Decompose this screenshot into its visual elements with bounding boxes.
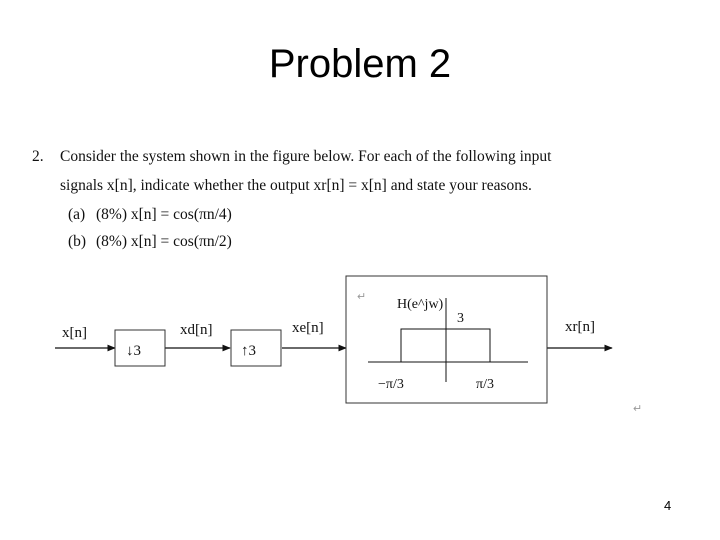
problem-line-1: Consider the system shown in the figure below. For each of the following input bbox=[60, 148, 552, 165]
expanded-signal-label: xe[n] bbox=[292, 320, 324, 336]
output-signal-label: xr[n] bbox=[565, 319, 595, 335]
part-b-label: (b) bbox=[68, 233, 87, 250]
filter-response-label: H(e^jw) bbox=[397, 297, 444, 312]
page-number: 4 bbox=[664, 498, 672, 513]
input-signal-label: x[n] bbox=[62, 325, 87, 341]
problem-number: 2. bbox=[32, 148, 44, 165]
upsampler-block bbox=[231, 330, 281, 366]
upsampler-label: ↑3 bbox=[241, 343, 256, 359]
filter-gain-label: 3 bbox=[457, 311, 464, 326]
part-a-label: (a) bbox=[68, 206, 86, 223]
return-mark: ↵ bbox=[633, 403, 643, 415]
return-mark: ↵ bbox=[357, 291, 367, 303]
part-b-text: (8%) x[n] = cos(πn/2) bbox=[96, 233, 232, 250]
slide-title: Problem 2 bbox=[268, 42, 452, 86]
cutoff-negative-label: −π/3 bbox=[378, 377, 404, 392]
downsampler-label: ↓3 bbox=[126, 343, 141, 359]
downsampled-signal-label: xd[n] bbox=[180, 322, 213, 338]
cutoff-positive-label: π/3 bbox=[476, 377, 494, 392]
part-a-text: (8%) x[n] = cos(πn/4) bbox=[96, 206, 232, 223]
problem-line-2: signals x[n], indicate whether the output xr[n] = x[n] and state your reasons. bbox=[60, 177, 532, 194]
